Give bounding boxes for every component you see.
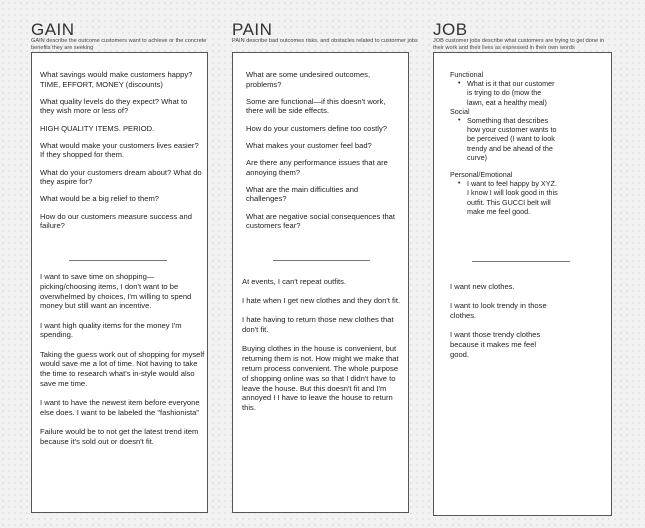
job-answer: I want those trendy clothes because it makes me feel good.: [450, 330, 541, 359]
gain-question: How do our customers measure success and failure?: [40, 211, 192, 231]
gain-question: HIGH QUALITY ITEMS. PERIOD.: [40, 123, 155, 133]
pain-question: What are negative social consequences that customers fear?: [246, 211, 396, 231]
gain-question: What quality levels do they expect? What to they wish more or less of?: [40, 96, 188, 116]
pain-question: Some are functional—if this doesn't work, there will be side effects.: [246, 96, 386, 116]
gain-description: GAIN describe the outcome customers want to achieve or the concrete benefits they are seeking: [31, 38, 207, 51]
pain-title: PAIN: [232, 20, 273, 39]
gain-question: What savings would make customers happy? TIME, EFFORT, MONEY (discounts): [40, 70, 193, 89]
pain-answer: I hate having to return those new clothes that don't fit.: [242, 315, 394, 335]
gain-answer: I want to save time on shopping—picking/choosing items, I don't want to be overwhelmed by choices, I'm willing to spend money but still want an incentive.: [40, 272, 192, 311]
job-section-heading: Functional: [450, 70, 484, 79]
job-section-item: • I want to feel happy by XYZ. I know I will look good in this outfit. This GUCCI belt will make me feel good.: [458, 179, 560, 216]
job-answers: [450, 282, 554, 369]
pain-answer: Buying clothes in the house is convenient, but returning them is not. How might we make that return process convenient. The whole purpose of shopping online was so that I didn't have to leave the house. But this doesn't fit and I'm annoyed I I have to leave the house to return this.: [242, 344, 399, 413]
job-section-list: [458, 116, 560, 162]
job-section-heading: Social: [450, 106, 470, 116]
gain-question: What do your customers dream about? What do they aspire for?: [40, 167, 202, 187]
pain-question: What are the main difficulties and challenges?: [246, 184, 359, 204]
gain-answer: Taking the guess work out of shopping for myself would save me a lot of time. Not having to take the time to research what's in-style would also save me time.: [40, 349, 205, 388]
job-section-item: • Something that describes how your customer wants to be perceived (I want to look trendy and be ahead of the curve): [458, 116, 560, 162]
gain-answer: I want to have the newest item before everyone else does. I want to be labeled the "fashionista": [40, 398, 200, 417]
pain-card[interactable]: [232, 52, 409, 513]
gain-answers: [40, 272, 206, 456]
gain-title: GAIN: [31, 20, 75, 39]
job-section-list: [458, 79, 560, 107]
pain-answer: At events, I can't repeat outfits.: [242, 277, 347, 286]
pain-divider: [273, 260, 370, 261]
job-title: JOB: [433, 20, 468, 39]
pain-question: What makes your customer feel bad?: [246, 140, 372, 150]
job-divider: [472, 261, 570, 262]
pain-questions: [246, 70, 396, 238]
pain-question: Are there any performance issues that are annoying them?: [246, 157, 388, 177]
job-description: JOB customer jobs describe what customers are trying to get done in their work and their lives as expressed in their own words: [433, 38, 604, 51]
gain-question: What would be a big relief to them?: [40, 194, 160, 204]
job-card[interactable]: [433, 52, 612, 516]
job-answer: I want new clothes.: [450, 282, 515, 291]
gain-divider: [69, 260, 167, 261]
pain-answer: I hate when I get new clothes and they don't fit.: [242, 296, 401, 306]
gain-answer: Failure would be to not get the latest trend item because it's sold out or doesn't fit.: [40, 427, 199, 446]
pain-answers: [242, 277, 405, 422]
gain-questions: [40, 70, 202, 238]
job-answer: I want to look trendy in those clothes.: [450, 301, 547, 320]
pain-question: How do your customers define too costly?: [246, 123, 387, 133]
job-section-heading: Personal/Emotional: [450, 170, 513, 180]
gain-question: What would make your customers lives easier? If they shopped for them.: [40, 140, 199, 160]
job-section-item: • What is it that our customer is trying to do (mow the lawn, eat a healthy meal): [458, 79, 560, 107]
gain-answer: I want high quality items for the money I'm spending.: [40, 320, 182, 340]
job-section-list: [458, 179, 560, 216]
gain-card[interactable]: [31, 52, 208, 513]
job-sections: [450, 70, 560, 216]
pain-description: PAIN describe bad outcomes risks, and obstacles related to custormer jobs: [232, 38, 418, 44]
pain-question: What are some undesired outcomes, problems?: [246, 70, 371, 89]
